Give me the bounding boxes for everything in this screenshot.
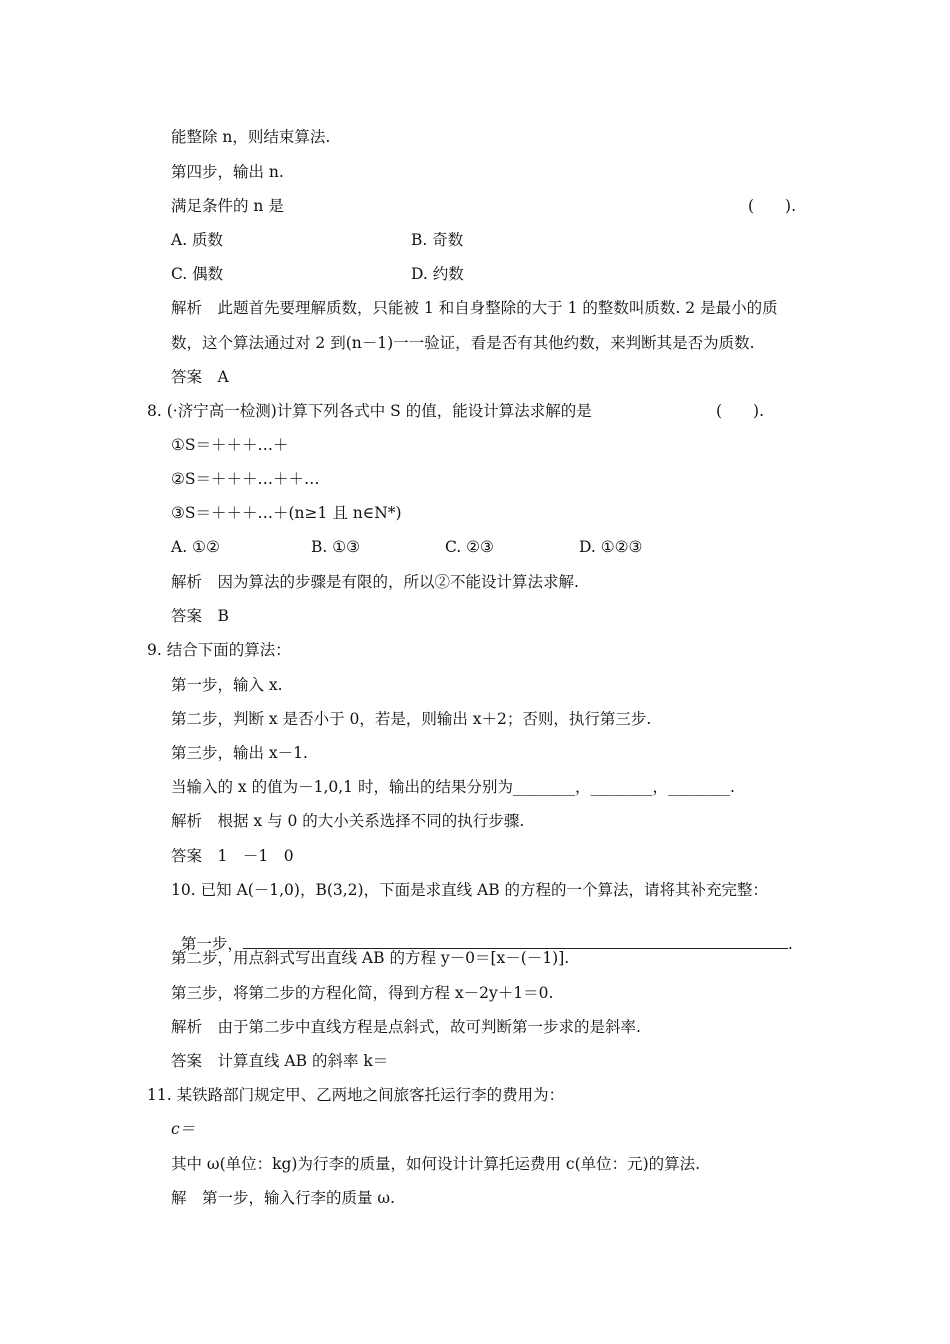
q7-option-d: D. 约数 bbox=[411, 265, 464, 283]
q8-item2: ②S＝＋＋＋…＋＋… bbox=[171, 470, 320, 488]
q7-step-continuation: 能整除 n，则结束算法. bbox=[171, 128, 331, 146]
q7-answer: 答案 A bbox=[171, 368, 229, 386]
q9-step2: 第二步，判断 x 是否小于 0，若是，则输出 x＋2；否则，执行第三步. bbox=[171, 710, 652, 728]
q10-step3: 第三步，将第二步的方程化简，得到方程 x－2y＋1＝0. bbox=[171, 984, 554, 1002]
q7-analysis-line1: 解析 此题首先要理解质数，只能被 1 和自身整除的大于 1 的整数叫质数. 2 是最小的质 bbox=[171, 299, 778, 317]
q8-analysis: 解析 因为算法的步骤是有限的，所以②不能设计算法求解. bbox=[171, 573, 579, 591]
q8-option-c: C. ②③ bbox=[445, 538, 494, 556]
q11-solution-step1: 解 第一步，输入行李的质量 ω. bbox=[171, 1189, 395, 1207]
q8-option-b: B. ①③ bbox=[311, 538, 361, 556]
q11-formula: c＝ bbox=[171, 1120, 196, 1138]
q7-prompt: 满足条件的 n 是 bbox=[171, 197, 284, 215]
q7-option-c: C. 偶数 bbox=[171, 265, 224, 283]
q8-option-d: D. ①②③ bbox=[579, 538, 643, 556]
q10-step1-period: . bbox=[787, 935, 793, 953]
q7-answer-parens: ( ). bbox=[748, 197, 797, 215]
q11-stem: 11. 某铁路部门规定甲、乙两地之间旅客托运行李的费用为： bbox=[147, 1086, 565, 1104]
q8-answer: 答案 B bbox=[171, 607, 229, 625]
q9-answer: 答案 1 －1 0 bbox=[171, 847, 294, 865]
q10-step2: 第二步，用点斜式写出直线 AB 的方程 y－0＝[x－(－1)]. bbox=[171, 949, 570, 967]
q11-description: 其中 ω(单位：kg)为行李的质量，如何设计计算托运费用 c(单位：元)的算法. bbox=[171, 1155, 701, 1173]
q9-step3: 第三步，输出 x－1. bbox=[171, 744, 308, 762]
q9-stem: 9. 结合下面的算法： bbox=[147, 641, 291, 659]
q7-option-a: A. 质数 bbox=[171, 231, 224, 249]
q9-analysis: 解析 根据 x 与 0 的大小关系选择不同的执行步骤. bbox=[171, 812, 525, 830]
q7-step4: 第四步，输出 n. bbox=[171, 163, 284, 181]
q8-item1: ①S＝＋＋＋…＋ bbox=[171, 436, 289, 454]
q10-step1-label: 第一步， bbox=[180, 935, 243, 953]
q8-option-a: A. ①② bbox=[171, 538, 220, 556]
q9-question: 当输入的 x 的值为－1,0,1 时，输出的结果分别为________，________，________. bbox=[171, 778, 735, 796]
q10-answer: 答案 计算直线 AB 的斜率 k＝ bbox=[171, 1052, 389, 1070]
q10-fill-blank bbox=[243, 934, 788, 949]
q7-analysis-line2: 数，这个算法通过对 2 到(n－1)一一验证，看是否有其他约数，来判断其是否为质数. bbox=[171, 334, 755, 352]
q10-stem: 10. 已知 A(－1,0)，B(3,2)，下面是求直线 AB 的方程的一个算法，请将其补充完整： bbox=[171, 881, 769, 899]
q8-stem: 8. (·济宁高一检测)计算下列各式中 S 的值，能设计算法求解的是 bbox=[147, 402, 592, 420]
q10-analysis: 解析 由于第二步中直线方程是点斜式，故可判断第一步求的是斜率. bbox=[171, 1018, 641, 1036]
q8-item3: ③S＝＋＋＋…＋(n≥1 且 n∈N*) bbox=[171, 504, 402, 522]
q9-step1: 第一步，输入 x. bbox=[171, 676, 283, 694]
q7-option-b: B. 奇数 bbox=[411, 231, 464, 249]
q8-answer-parens: ( ). bbox=[716, 402, 765, 420]
